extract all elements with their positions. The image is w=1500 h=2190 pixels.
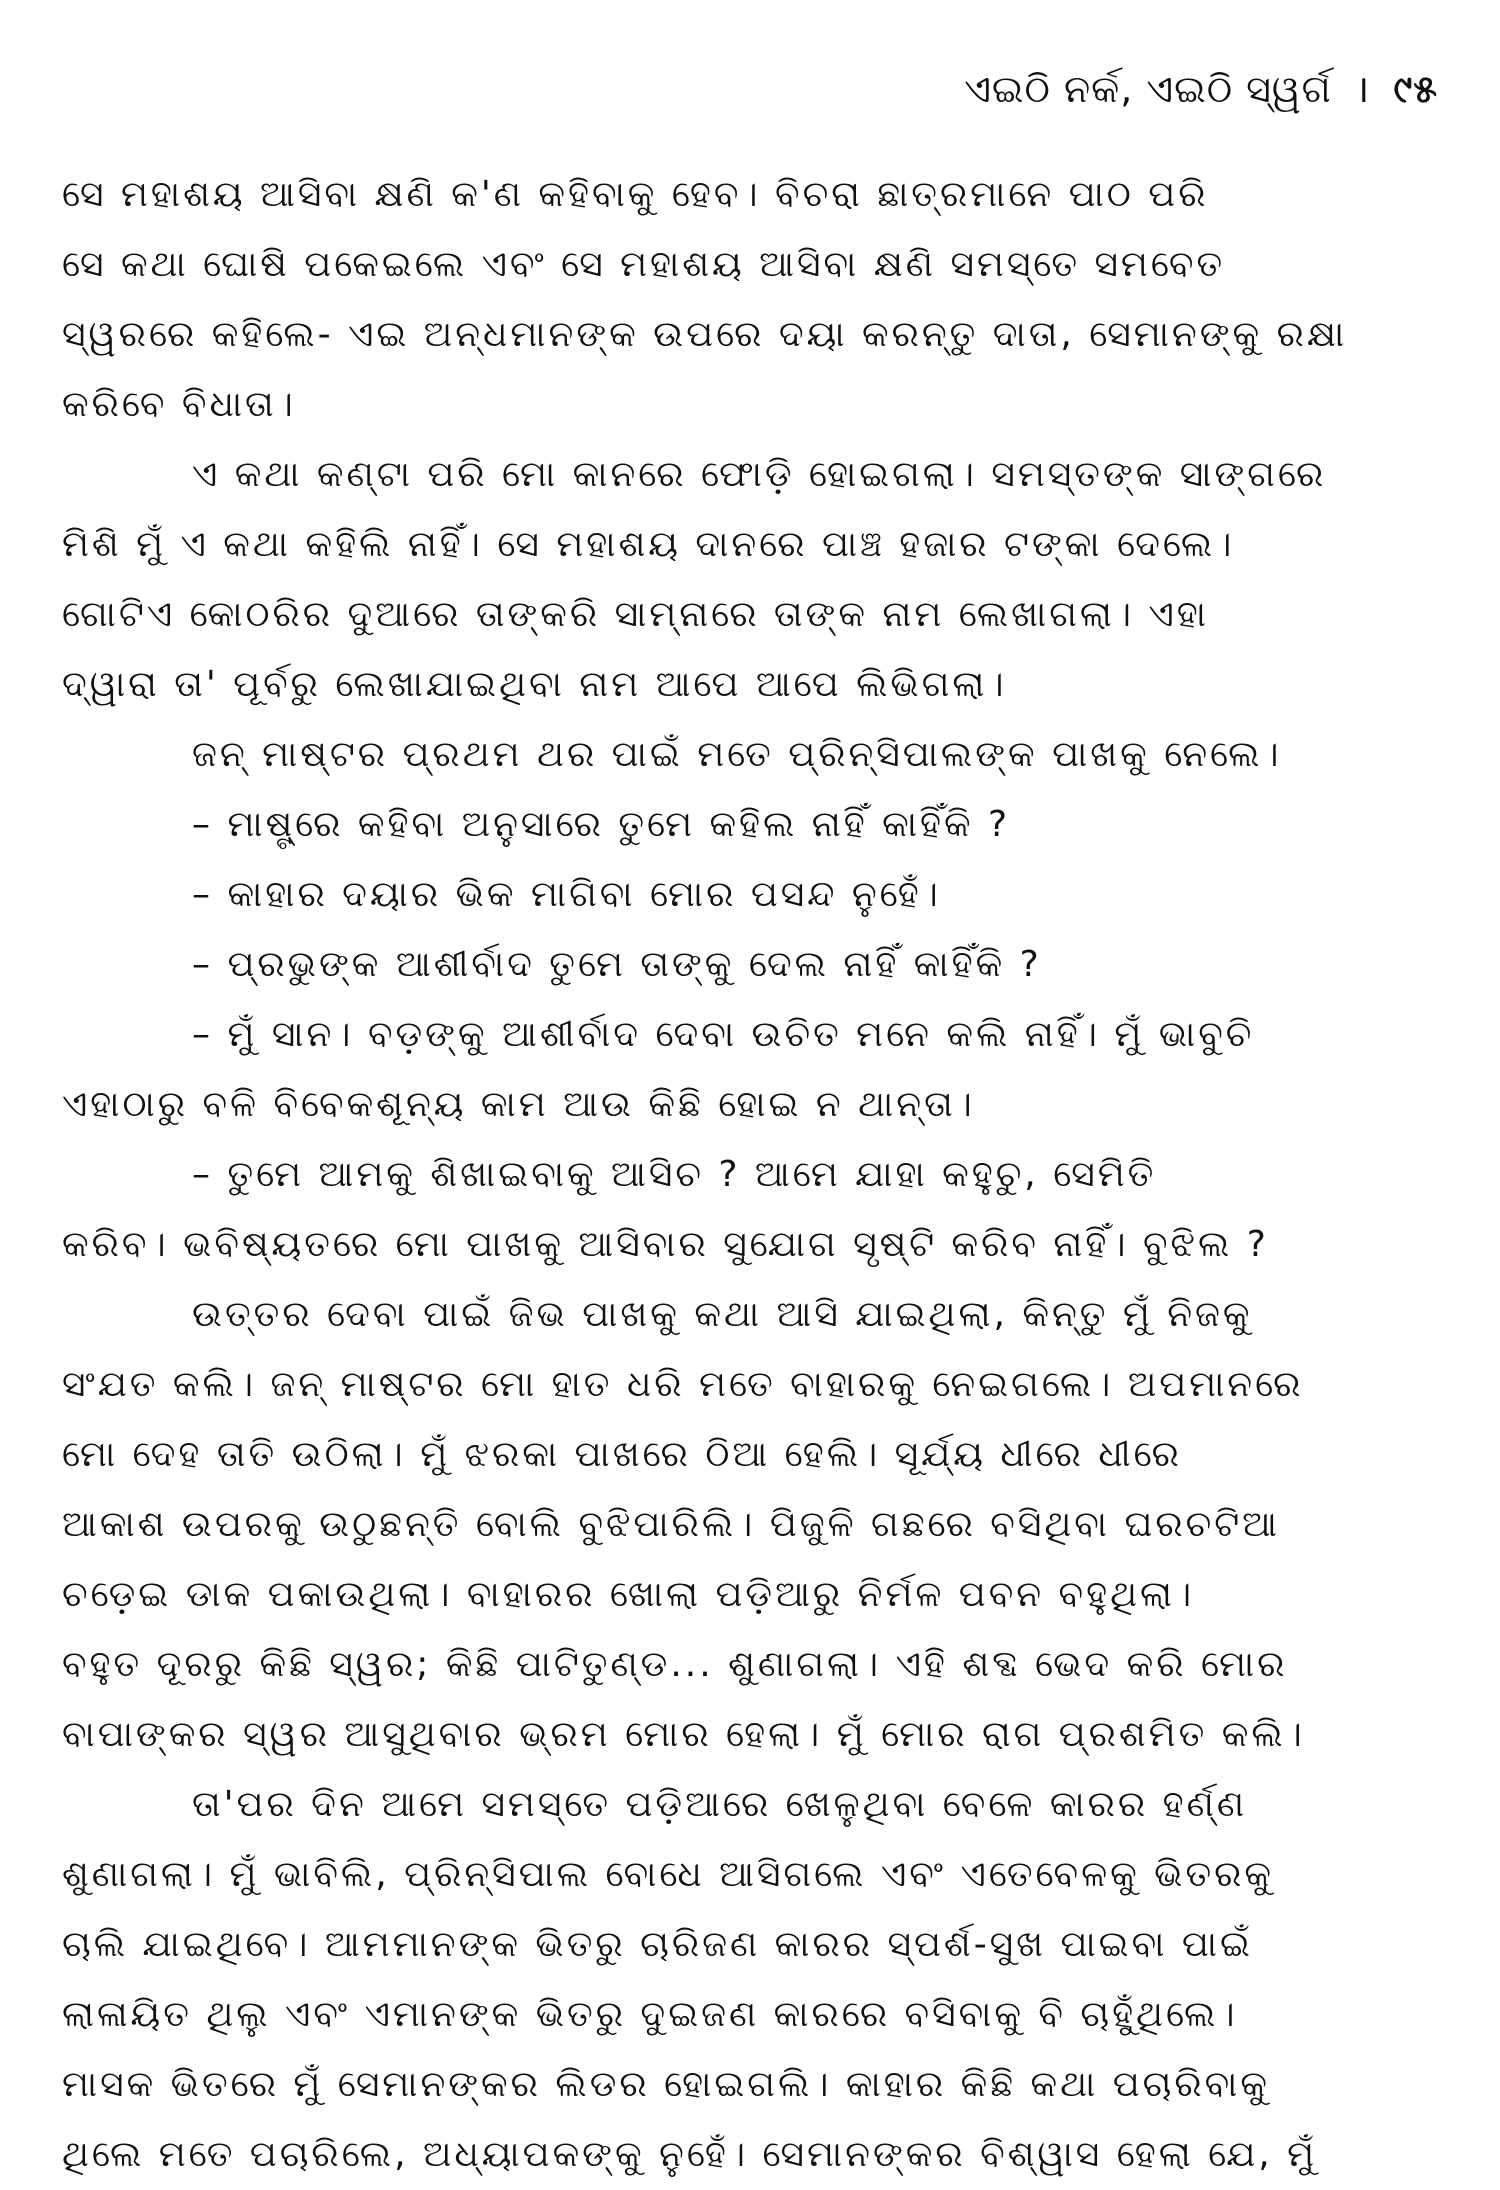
text-line: ଗୋଟିଏ କୋଠରିର ଦୁଆରେ ତାଙ୍କରି ସାମ୍ନାରେ ତାଙ୍କ ନାମ ଲେଖାଗଲା। ଏହା (62, 594, 1209, 635)
body-text (62, 160, 1447, 2190)
running-head (964, 62, 1438, 114)
text-line: କରିବ। ଭବିଷ୍ୟତରେ ମୋ ପାଖକୁ ଆସିବାର ସୁଯୋଗ ସୃଷ୍ଟି କରିବ ନାହିଁ। ବୁଝିଲ ? (62, 1224, 1269, 1265)
text-line: ତା'ପର ଦିନ ଆମେ ସମସ୍ତେ ପଡ଼ିଆରେ ଖେଳୁଥିବା ବେଳେ କାରର ହର୍ଣ୍ଣ (192, 1784, 1248, 1825)
text-line: ଆକାଶ ଉପରକୁ ଉଠୁଛନ୍ତି ବୋଲି ବୁଝିପାରିଲି। ପିଜୁଳି ଗଛରେ ବସିଥିବା ଘରଚଟିଆ (62, 1504, 1281, 1545)
dialogue-line: – ପ୍ରଭୁଙ୍କ ଆଶୀର୍ବାଦ ତୁମେ ତାଙ୍କୁ ଦେଲ ନାହିଁ କାହିଁକି ? (192, 944, 1042, 985)
text-line: ଚଡ଼େଇ ଡାକ ପକାଉଥିଲା। ବାହାରର ଖୋଲା ପଡ଼ିଆରୁ ନିର୍ମଳ ପବନ ବହୁଥିଲା। (62, 1574, 1195, 1615)
page-number: ୯୫ (1393, 67, 1438, 111)
text-line: ଜନ୍ ମାଷ୍ଟର ପ୍ରଥମ ଥର ପାଇଁ ମତେ ପ୍ରିନ୍ସିପାଲଙ୍କ ପାଖକୁ ନେଲେ। (192, 734, 1282, 775)
text-line: ଏହାଠାରୁ ବଳି ବିବେକଶୂନ୍ୟ କାମ ଆଉ କିଛି ହୋଇ ନ ଥାନ୍ତା। (62, 1084, 975, 1125)
text-line: ମୋ ଦେହ ତାତି ଉଠିଲା। ମୁଁ ଝରକା ପାଖରେ ଠିଆ ହେଲି। ସୂର୍ଯ୍ୟ ଧୀରେ ଧୀରେ (62, 1434, 1182, 1475)
text-line: ସେ କଥା ଘୋଷି ପକେଇଲେ ଏବଂ ସେ ମହାଶୟ ଆସିବା କ୍ଷଣି ସମସ୍ତେ ସମବେତ (62, 244, 1226, 285)
dialogue-line: – କାହାର ଦୟାର ଭିକ ମାଗିବା ମୋର ପସନ୍ଦ ନୁହେଁ। (192, 874, 941, 915)
text-line: ବହୁତ ଦୂରରୁ କିଛି ସ୍ୱର; କିଛି ପାଟିତୁଣ୍ଡ... ଶୁଣାଗଲା। ଏହି ଶବ୍ଦ ଭେଦ କରି ମୋର (62, 1644, 1288, 1685)
text-line: ଚାଲି ଯାଇଥିବେ। ଆମମାନଙ୍କ ଭିତରୁ ଚାରିଜଣ କାରର ସ୍ପର୍ଶ-ସୁଖ ପାଇବା ପାଇଁ (62, 1924, 1253, 1965)
dialogue-line: – ମାଷ୍ଟ୍ରେ କହିବା ଅନୁସାରେ ତୁମେ କହିଲ ନାହିଁ କାହିଁକି ? (192, 804, 1011, 845)
text-line: ମାସକ ଭିତରେ ମୁଁ ସେମାନଙ୍କର ଲିଡର ହୋଇଗଲି। କାହାର କିଛି କଥା ପଚାରିବାକୁ (62, 2064, 1270, 2105)
text-line: ମିଶି ମୁଁ ଏ କଥା କହିଲି ନାହିଁ। ସେ ମହାଶୟ ଦାନରେ ପାଞ୍ଚ ହଜାର ଟଙ୍କା ଦେଲେ। (62, 524, 1235, 565)
running-head-title: ଏଇଠି ନର୍କ, ଏଇଠି ସ୍ୱର୍ଗ (964, 67, 1332, 111)
text-line: ସଂଯତ କଲି। ଜନ୍ ମାଷ୍ଟର ମୋ ହାତ ଧରି ମତେ ବାହାରକୁ ନେଇଗଲେ। ଅପମାନରେ (62, 1364, 1304, 1405)
text-line: ଲାଳାୟିତ ଥିଲୁ ଏବଂ ଏମାନଙ୍କ ଭିତରୁ ଦୁଇଜଣ କାରରେ ବସିବାକୁ ବି ଚାହୁଁଥିଲେ। (62, 1994, 1238, 2035)
text-line: ଶୁଣାଗଲା। ମୁଁ ଭାବିଲି, ପ୍ରିନ୍ସିପାଲ ବୋଧେ ଆସିଗଲେ ଏବଂ ଏତେବେଳକୁ ଭିତରକୁ (62, 1854, 1275, 1895)
text-line: ଦ୍ୱାରା ତା' ପୂର୍ବରୁ ଲେଖାଯାଇଥିବା ନାମ ଆପେ ଆପେ ଲିଭିଗଲା। (62, 664, 1007, 705)
text-line: ଏ କଥା କଣ୍ଟା ପରି ମୋ କାନରେ ଫୋଡ଼ି ହୋଇଗଲା। ସମସ୍ତଙ୍କ ସାଙ୍ଗରେ (192, 454, 1327, 495)
dialogue-line: – ତୁମେ ଆମକୁ ଶିଖାଇବାକୁ ଆସିଚ ? ଆମେ ଯାହା କହୁଚୁ, ସେମିତି (192, 1154, 1157, 1195)
text-line: କରିବେ ବିଧାତା। (62, 384, 296, 425)
text-line: ସେ ମହାଶୟ ଆସିବା କ୍ଷଣି କ'ଣ କହିବାକୁ ହେବ। ବିଚରା ଛାତ୍ରମାନେ ପାଠ ପରି (62, 174, 1209, 215)
text-line: ଥିଲେ ମତେ ପଚାରିଲେ, ଅଧ୍ୟାପକଙ୍କୁ ନୁହେଁ। ସେମାନଙ୍କର ବିଶ୍ୱାସ ହେଲା ଯେ, ମୁଁ (62, 2134, 1318, 2175)
text-line: ସ୍ୱରରେ କହିଲେ- ଏଇ ଅନ୍ଧମାନଙ୍କ ଉପରେ ଦୟା କରନ୍ତୁ ଦାତା, ସେମାନଙ୍କୁ ରକ୍ଷା (62, 314, 1348, 355)
running-head-separator: । (1354, 67, 1371, 111)
text-line: ବାପାଙ୍କର ସ୍ୱର ଆସୁଥିବାର ଭ୍ରମ ମୋର ହେଲା। ମୁଁ ମୋର ରାଗ ପ୍ରଶମିତ କଲି। (62, 1714, 1305, 1755)
text-line: ଉତ୍ତର ଦେବା ପାଇଁ ଜିଭ ପାଖକୁ କଥା ଆସି ଯାଇଥିଲା, କିନ୍ତୁ ମୁଁ ନିଜକୁ (192, 1294, 1253, 1335)
dialogue-line: – ମୁଁ ସାନ। ବଡ଼ଙ୍କୁ ଆଶୀର୍ବାଦ ଦେବା ଉଚିତ ମନେ କଲି ନାହିଁ। ମୁଁ ଭାବୁଚି (192, 1014, 1255, 1055)
